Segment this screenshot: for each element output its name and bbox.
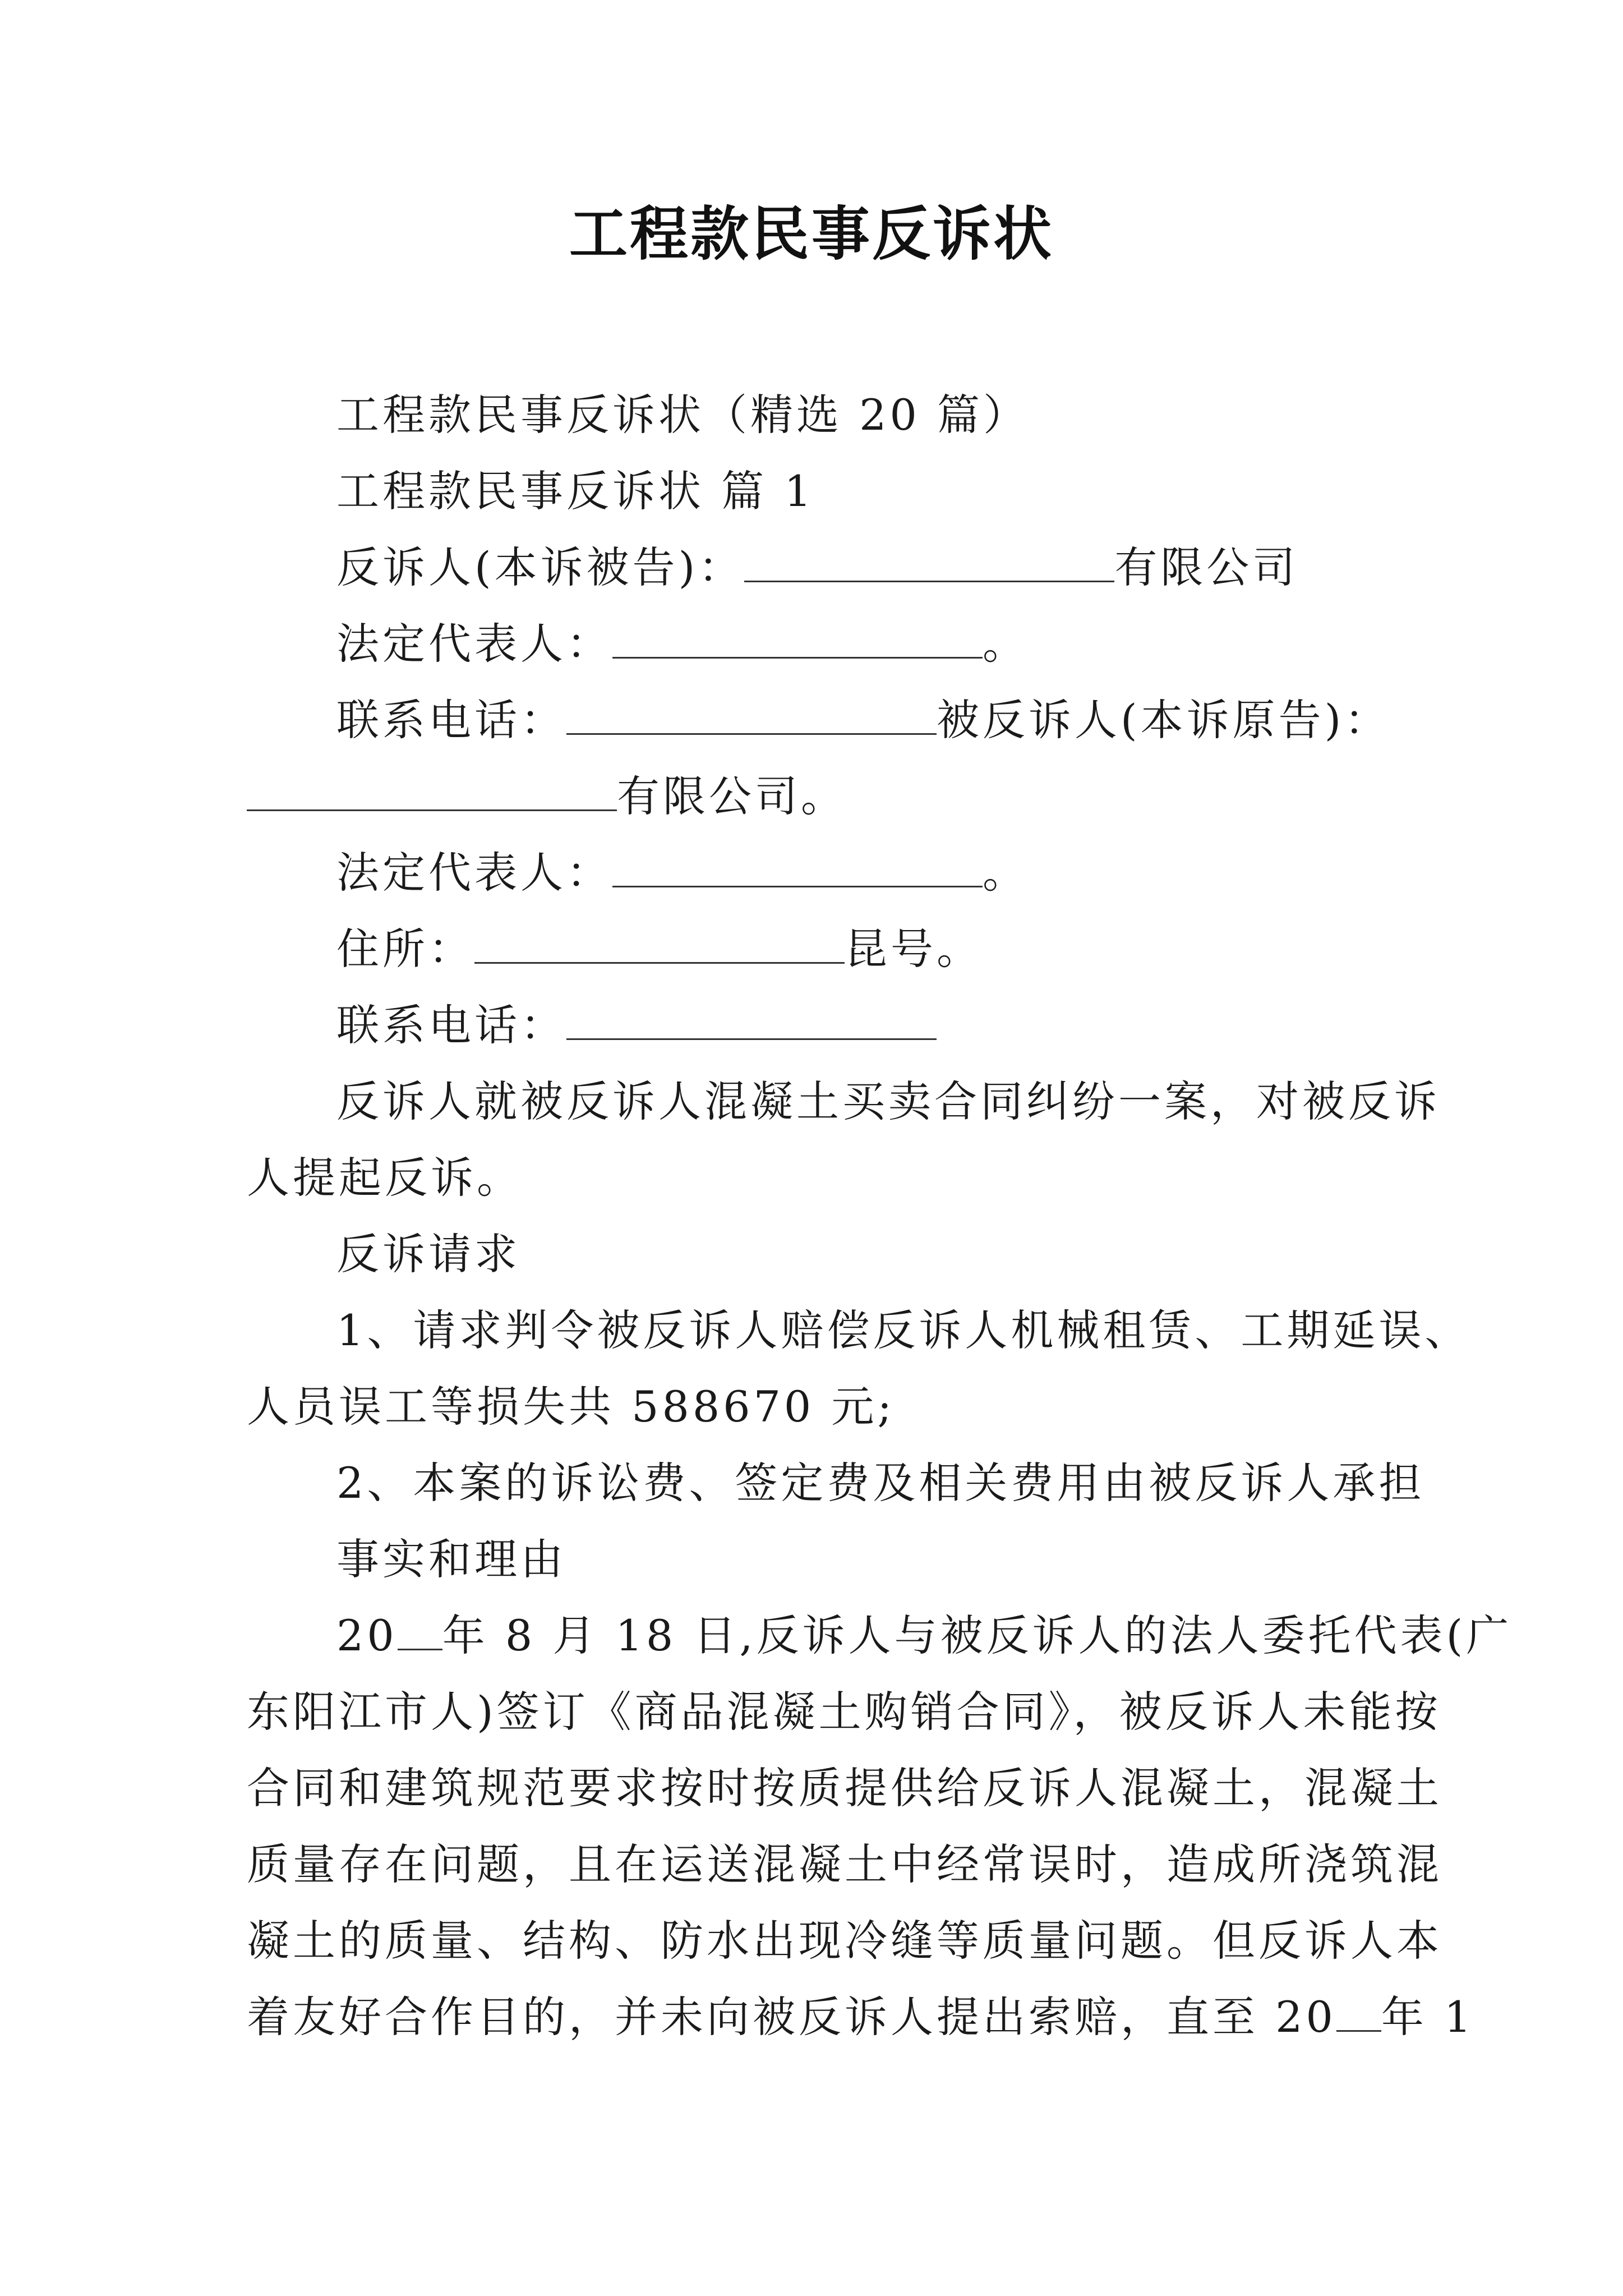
- facts-text: 年 8 月 18 日,反诉人与被反诉人的法人委托代表(广: [442, 1611, 1513, 1660]
- legal-rep-suffix-1: 。: [983, 619, 1029, 669]
- claim-item-1: 1、请求判令被反诉人赔偿反诉人机械租赁、工期延误、: [336, 1305, 1471, 1355]
- respondent-company-blank: [247, 770, 617, 811]
- facts-paragraph-line: 质量存在问题，且在运送混凝土中经常误时，造成所浇筑混: [247, 1839, 1442, 1889]
- phone-blank-1: [566, 694, 937, 735]
- respondent-company-suffix: 有限公司。: [617, 771, 847, 821]
- address-blank: [474, 923, 845, 964]
- phone-line-2: [336, 997, 937, 1053]
- facts-text: 年 1: [1381, 1992, 1475, 2042]
- legal-rep-suffix-2: 。: [983, 848, 1029, 898]
- body-paragraph-line: 反诉人就被反诉人混凝土买卖合同纠纷一案，对被反诉: [336, 1076, 1440, 1126]
- phone-blank-2: [566, 999, 937, 1040]
- respondent-company-line: [247, 769, 847, 825]
- phone-respondent-line: [336, 692, 1390, 748]
- legal-rep-line-1: [336, 616, 1029, 672]
- phone-label-1: 联系电话：: [336, 695, 566, 745]
- section-heading: 工程款民事反诉状 篇 1: [336, 466, 815, 516]
- claim-item-1-cont: 人员误工等损失共 588670 元;: [247, 1382, 896, 1432]
- legal-rep-line-2: [336, 845, 1029, 901]
- facts-paragraph-line: [247, 1989, 1474, 2045]
- counterclaimant-blank: [744, 541, 1114, 582]
- legal-rep-label-1: 法定代表人：: [336, 619, 612, 669]
- year-blank: [398, 1609, 442, 1650]
- phone-label-2: 联系电话：: [336, 1000, 566, 1050]
- facts-text: 着友好合作目的，并未向被反诉人提出索赔，直至 20: [247, 1992, 1336, 2042]
- legal-rep-blank-2: [612, 846, 983, 887]
- facts-paragraph-line: 合同和建筑规范要求按时按质提供给反诉人混凝土，混凝土: [247, 1763, 1442, 1813]
- claim-item-2: 2、本案的诉讼费、签定费及相关费用由被反诉人承担: [336, 1458, 1425, 1508]
- subtitle-line: 工程款民事反诉状（精选 20 篇）: [336, 390, 1030, 440]
- facts-paragraph-line: 东阳江市人)签订《商品混凝土购销合同》，被反诉人未能按: [247, 1687, 1441, 1737]
- address-line: [336, 921, 983, 977]
- document-title: 工程款民事反诉状: [569, 199, 1054, 268]
- body-paragraph-line: 人提起反诉。: [247, 1153, 523, 1203]
- facts-paragraph-line: [336, 1608, 1512, 1664]
- facts-heading: 事实和理由: [336, 1534, 566, 1584]
- counterclaimant-label: 反诉人(本诉被告)：: [336, 542, 745, 592]
- respondent-label: 被反诉人(本诉原告)：: [937, 695, 1391, 745]
- legal-rep-label-2: 法定代表人：: [336, 848, 612, 898]
- address-label: 住所：: [336, 924, 474, 974]
- counterclaimant-suffix: 有限公司: [1114, 542, 1299, 592]
- address-suffix: 昆号。: [845, 924, 983, 974]
- legal-rep-blank-1: [612, 618, 983, 659]
- year-prefix: 20: [336, 1611, 398, 1660]
- year-blank: [1336, 1991, 1381, 2032]
- facts-paragraph-line: 凝土的质量、结构、防水出现冷缝等质量问题。但反诉人本: [247, 1916, 1442, 1966]
- counterclaimant-line: [336, 540, 1298, 596]
- claims-heading: 反诉请求: [336, 1229, 520, 1279]
